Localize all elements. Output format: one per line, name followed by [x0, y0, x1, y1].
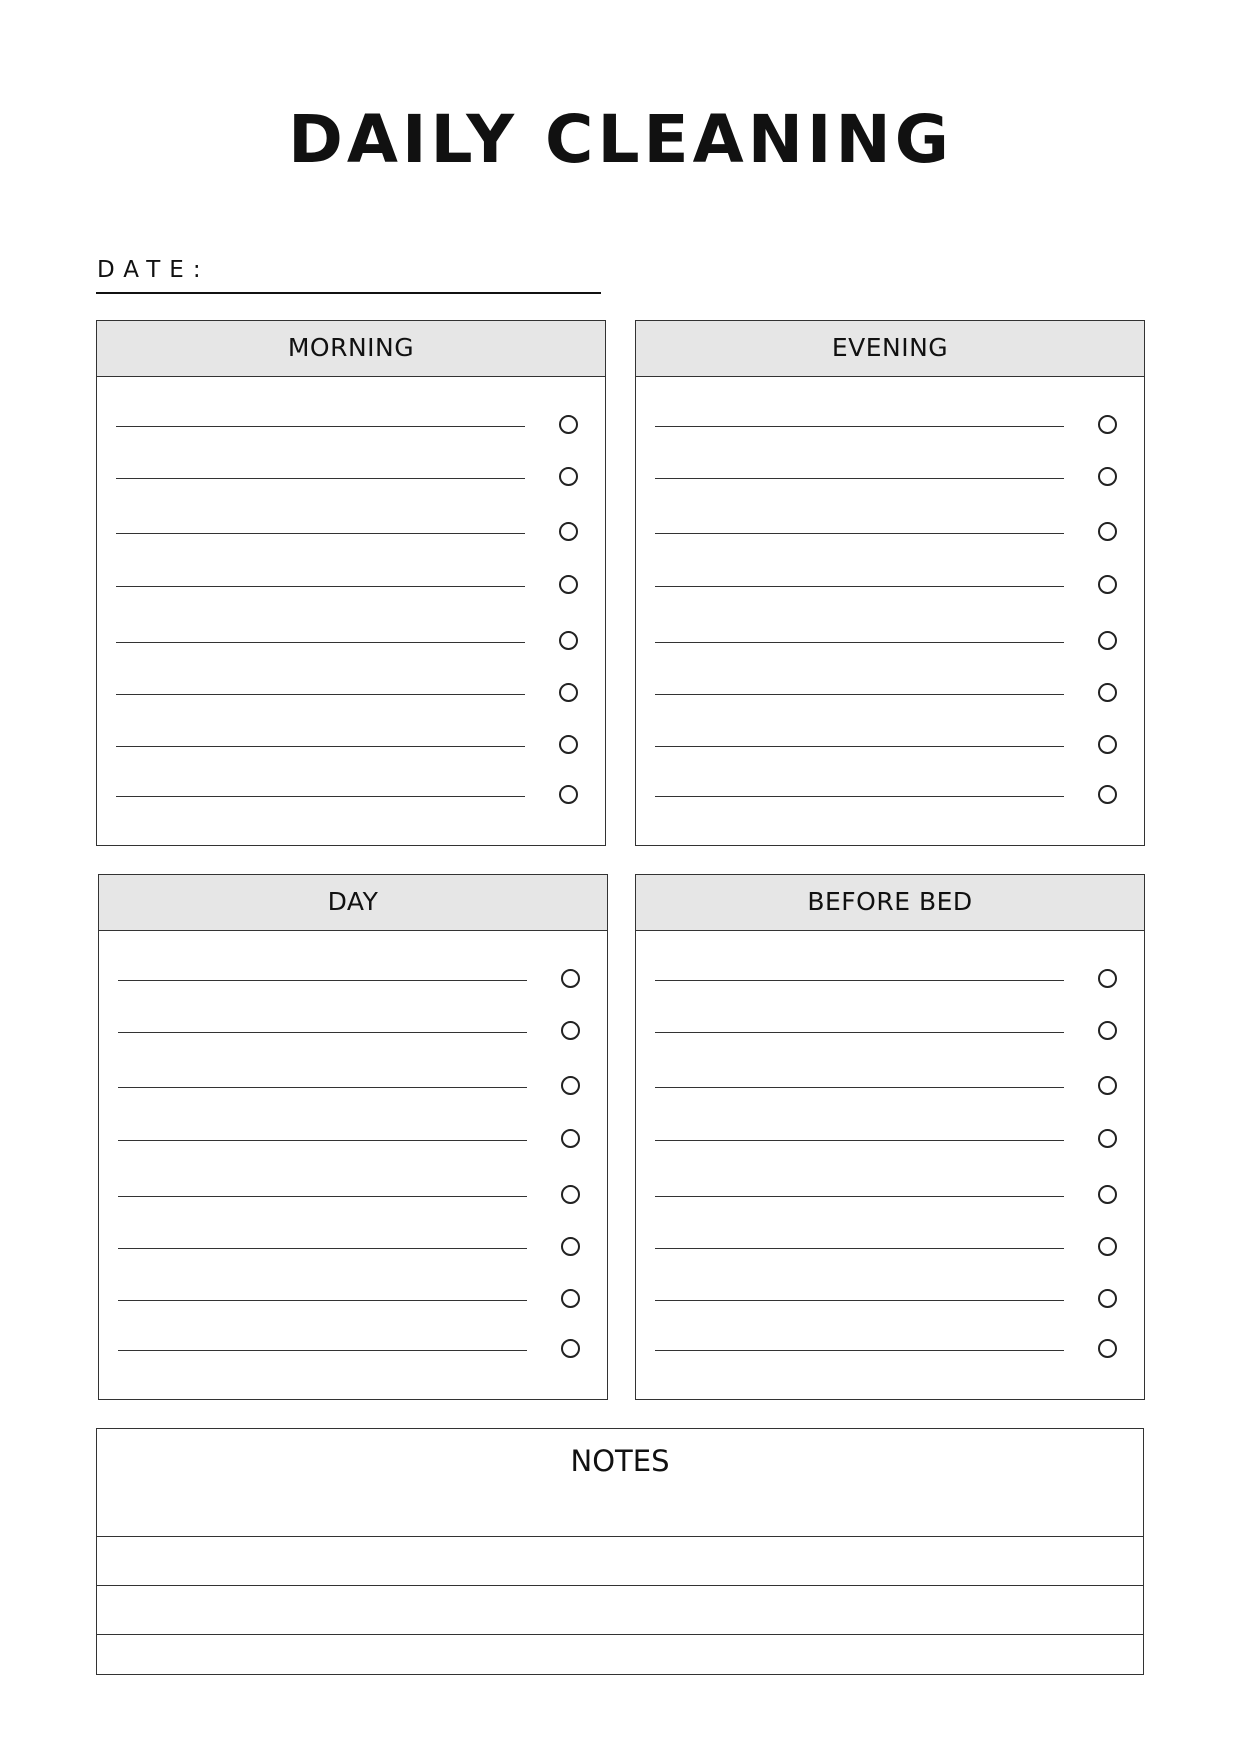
task-write-line[interactable] [116, 796, 525, 797]
checkbox-circle-icon[interactable] [1098, 575, 1117, 594]
task-write-line[interactable] [655, 642, 1064, 643]
task-write-line[interactable] [655, 796, 1064, 797]
checkbox-circle-icon[interactable] [561, 1185, 580, 1204]
panel-heading: EVENING [636, 321, 1144, 377]
checkbox-circle-icon[interactable] [1098, 1129, 1117, 1148]
checkbox-circle-icon[interactable] [559, 522, 578, 541]
task-write-line[interactable] [655, 1300, 1064, 1301]
task-write-line[interactable] [118, 1087, 527, 1088]
date-label: DATE: [97, 257, 210, 283]
checkbox-circle-icon[interactable] [561, 1289, 580, 1308]
panel-morning [96, 320, 606, 846]
task-write-line[interactable] [655, 1140, 1064, 1141]
checkbox-circle-icon[interactable] [1098, 1185, 1117, 1204]
task-write-line[interactable] [118, 1140, 527, 1141]
checkbox-circle-icon[interactable] [559, 735, 578, 754]
checkbox-circle-icon[interactable] [1098, 683, 1117, 702]
checkbox-circle-icon[interactable] [559, 575, 578, 594]
checkbox-circle-icon[interactable] [1098, 785, 1117, 804]
task-write-line[interactable] [118, 1196, 527, 1197]
checkbox-circle-icon[interactable] [559, 785, 578, 804]
panel-evening [635, 320, 1145, 846]
task-write-line[interactable] [655, 426, 1064, 427]
checkbox-circle-icon[interactable] [1098, 1021, 1117, 1040]
task-write-line[interactable] [116, 642, 525, 643]
checkbox-circle-icon[interactable] [1098, 415, 1117, 434]
task-write-line[interactable] [655, 746, 1064, 747]
task-write-line[interactable] [655, 1248, 1064, 1249]
checkbox-circle-icon[interactable] [561, 1339, 580, 1358]
checkbox-circle-icon[interactable] [559, 415, 578, 434]
checkbox-circle-icon[interactable] [1098, 522, 1117, 541]
checkbox-circle-icon[interactable] [1098, 631, 1117, 650]
task-write-line[interactable] [655, 980, 1064, 981]
notes-write-line[interactable] [97, 1536, 1143, 1537]
notes-write-line[interactable] [97, 1634, 1143, 1635]
task-write-line[interactable] [655, 533, 1064, 534]
checkbox-circle-icon[interactable] [561, 1129, 580, 1148]
task-write-line[interactable] [118, 1248, 527, 1249]
page-title: DAILY CLEANING [288, 101, 953, 178]
checkbox-circle-icon[interactable] [561, 1076, 580, 1095]
checkbox-circle-icon[interactable] [1098, 1289, 1117, 1308]
task-write-line[interactable] [116, 478, 525, 479]
checkbox-circle-icon[interactable] [1098, 467, 1117, 486]
task-write-line[interactable] [116, 694, 525, 695]
notes-panel [96, 1428, 1144, 1675]
task-write-line[interactable] [118, 1350, 527, 1351]
task-write-line[interactable] [655, 1032, 1064, 1033]
task-write-line[interactable] [655, 1350, 1064, 1351]
checkbox-circle-icon[interactable] [1098, 969, 1117, 988]
panel-heading: MORNING [97, 321, 605, 377]
task-write-line[interactable] [655, 586, 1064, 587]
task-write-line[interactable] [118, 1032, 527, 1033]
task-write-line[interactable] [116, 426, 525, 427]
checkbox-circle-icon[interactable] [1098, 1339, 1117, 1358]
panel-day [98, 874, 608, 1400]
notes-write-line[interactable] [97, 1585, 1143, 1586]
task-write-line[interactable] [655, 478, 1064, 479]
notes-heading: NOTES [570, 1444, 670, 1478]
task-write-line[interactable] [116, 533, 525, 534]
checkbox-circle-icon[interactable] [561, 969, 580, 988]
checkbox-circle-icon[interactable] [561, 1237, 580, 1256]
checkbox-circle-icon[interactable] [559, 683, 578, 702]
task-write-line[interactable] [118, 980, 527, 981]
checkbox-circle-icon[interactable] [561, 1021, 580, 1040]
panel-heading: BEFORE BED [636, 875, 1144, 931]
checkbox-circle-icon[interactable] [559, 631, 578, 650]
task-write-line[interactable] [118, 1300, 527, 1301]
panel-before-bed [635, 874, 1145, 1400]
checkbox-circle-icon[interactable] [559, 467, 578, 486]
panel-heading: DAY [99, 875, 607, 931]
task-write-line[interactable] [655, 1087, 1064, 1088]
checkbox-circle-icon[interactable] [1098, 735, 1117, 754]
checkbox-circle-icon[interactable] [1098, 1076, 1117, 1095]
task-write-line[interactable] [655, 694, 1064, 695]
task-write-line[interactable] [116, 586, 525, 587]
date-field[interactable] [96, 292, 601, 294]
task-write-line[interactable] [655, 1196, 1064, 1197]
task-write-line[interactable] [116, 746, 525, 747]
checkbox-circle-icon[interactable] [1098, 1237, 1117, 1256]
